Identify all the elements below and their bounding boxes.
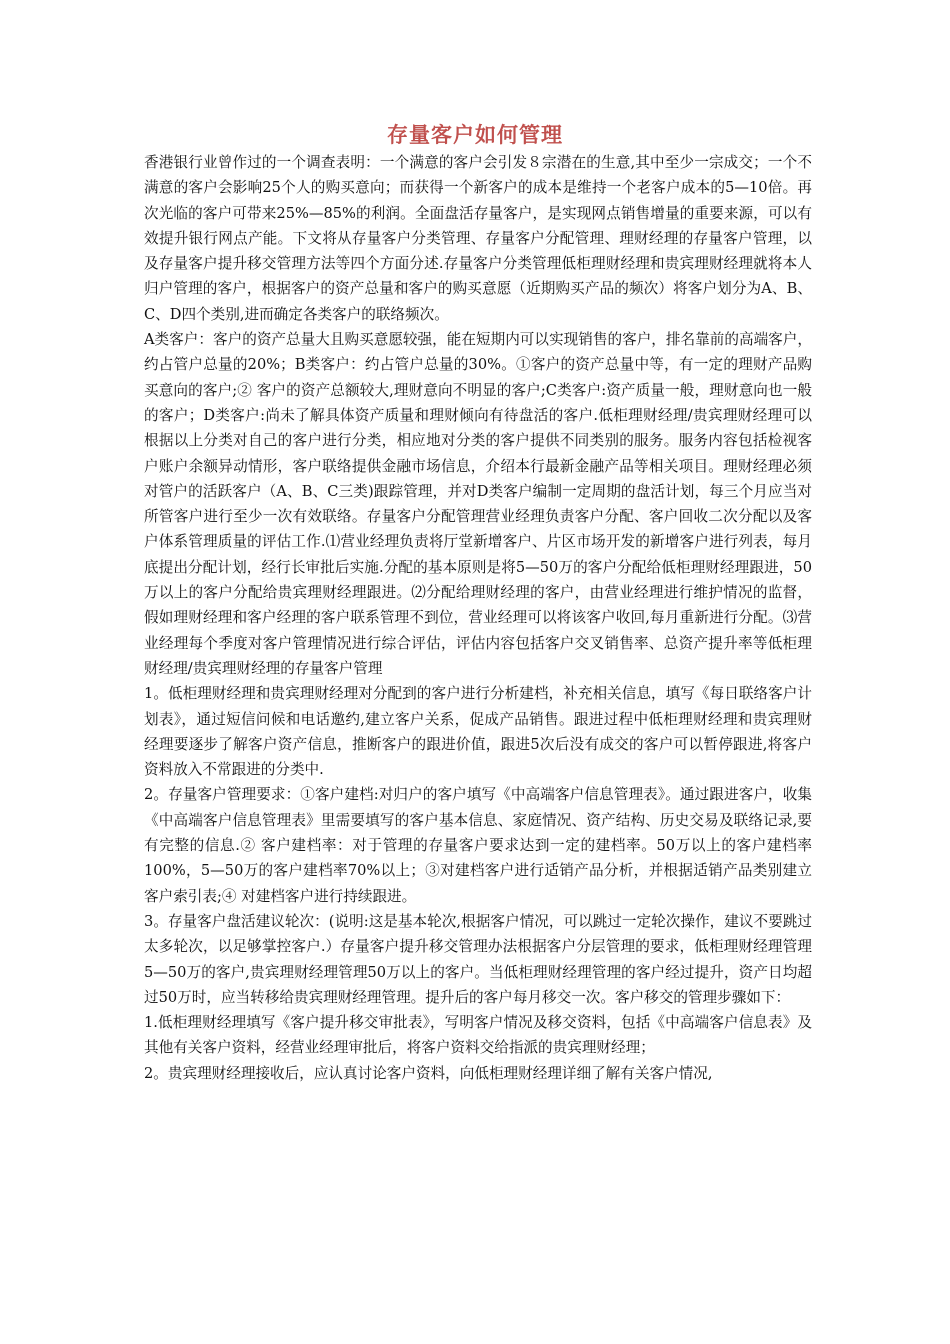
paragraph-step-1: 1.低柜理财经理填写《客户提升移交审批表》，写明客户情况及移交资料，包括《中高端客户信息表》及其他有关客户资料，经营业经理审批后，将客户资料交给指派的贵宾理财经理；: [144, 1014, 812, 1057]
paragraph-classification: A类客户：客户的资产总量大且购买意愿较强，能在短期内可以实现销售的客户，排名靠前的高端客户，约占管户总量的20%；B类客户：约占管户总量的30%。①客户的资产总量中等，有一定的理财产品购买意向的客户;② 客户的资产总额较大,理财意向不明显的客户;C类客户:资产质量一般，理财意向也一般的客户；D类客户:尚未了解具体资产质量和理财倾向有待盘活的客户.低柜理财经理/贵宾理财经理可以根据以上分类对自己的客户进行分类，相应地对分类的客户提供不同类别的服务。服务内容包括检视客户账户余额异动情形，客户联络提供金融市场信息，介绍本行最新金融产品等相关项目。理财经理必须对管户的活跃客户（A、B、C三类)跟踪管理，并对D类客户编制一定周期的盘活计划，每三个月应当对所管客户进行至少一次有效联络。存量客户分配管理营业经理负责客户分配、客户回收二次分配以及客户体系管理质量的评估工作.⑴营业经理负责将厅堂新增客户、片区市场开发的新增客户进行列表，每月底提出分配计划，经行长审批后实施.分配的基本原则是将5—50万的客户分配给低柜理财经理跟进，50万以上的客户分配给贵宾理财经理跟进。⑵分配给理财经理的客户，由营业经理进行维护情况的监督，假如理财经理和客户经理的客户联系管理不到位，营业经理可以将该客户收回,每月重新进行分配。⑶营业经理每个季度对客户管理情况进行综合评估，评估内容包括客户交叉销售率、总资产提升率等低柜理财经理/贵宾理财经理的存量客户管理: [144, 331, 812, 677]
paragraph-item-1: 1。低柜理财经理和贵宾理财经理对分配到的客户进行分析建档，补充相关信息，填写《每日联络客户计划表》，通过短信问候和电话邀约,建立客户关系，促成产品销售。跟进过程中低柜理财经理和贵宾理财经理要逐步了解客户资产信息，推断客户的跟进价值，跟进5次后没有成交的客户可以暂停跟进,将客户资料放入不常跟进的分类中.: [144, 685, 812, 779]
paragraph-intro: 香港银行业曾作过的一个调查表明：一个满意的客户会引发８宗潜在的生意,其中至少一宗成交；一个不满意的客户会影响25个人的购买意向；而获得一个新客户的成本是维持一个老客户成本的5—10倍。再次光临的客户可带来25%—85%的利润。全面盘活存量客户，是实现网点销售增量的重要来源，可以有效提升银行网点产能。下文将从存量客户分类管理、存量客户分配管理、理财经理的存量客户管理，以及存量客户提升移交管理方法等四个方面分述.存量客户分类管理低柜理财经理和贵宾理财经理就将本人归户管理的客户，根据客户的资产总量和客户的购买意愿（近期购买产品的频次）将客户划分为A、B、C、D四个类别,进而确定各类客户的联络频次。: [144, 154, 812, 323]
document-title: 存量客户如何管理: [387, 123, 563, 147]
paragraph-step-2: 2。贵宾理财经理接收后，应认真讨论客户资料，向低柜理财经理详细了解有关客户情况,: [144, 1064, 713, 1082]
paragraph-item-2: 2。存量客户管理要求：①客户建档:对归户的客户填写《中高端客户信息管理表》。通过跟进客户，收集《中高端客户信息管理表》里需要填写的客户基本信息、家庭情况、资产结构、历史交易及联络记录,要有完整的信息.② 客户建档率：对于管理的存量客户要求达到一定的建档率。50万以上的客户建档率100%，5—50万的客户建档率70%以上；③对建档客户进行适销产品分析，并根据适销产品类别建立客户索引表;④ 对建档客户进行持续跟进。: [144, 786, 812, 905]
document-body: [144, 150, 812, 1086]
paragraph-item-3: 3。存量客户盘活建议轮次：(说明:这是基本轮次,根据客户情况，可以跳过一定轮次操作，建议不要跳过太多轮次，以足够掌控客户.）存量客户提升移交管理办法根据客户分层管理的要求，低柜理财经理管理5—50万的客户,贵宾理财经理管理50万以上的客户。当低柜理财经理管理的客户经过提升，资产日均超过50万时，应当转移给贵宾理财经理管理。提升后的客户每月移交一次。客户移交的管理步骤如下：: [144, 912, 812, 1006]
